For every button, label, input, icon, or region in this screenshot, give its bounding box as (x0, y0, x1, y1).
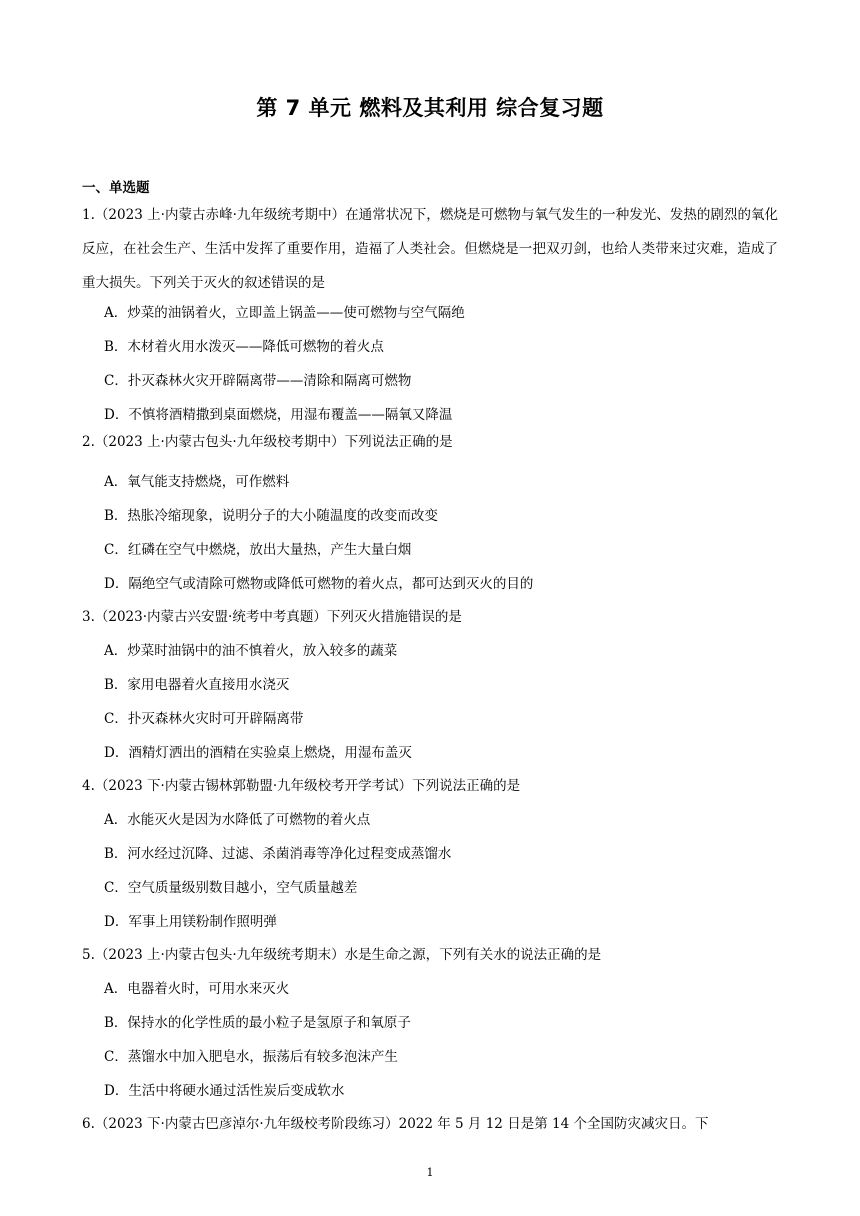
option-c: C．红磷在空气中燃烧，放出大量热，产生大量白烟 (104, 542, 412, 558)
page-number: 1 (426, 1166, 434, 1179)
question-stem: 6.（2023 下·内蒙古巴彦淖尔·九年级校考阶段练习）2022 年 5 月 12 日是第 14 个全国防灾减灾日。下 (82, 1116, 709, 1132)
question-stem: 1.（2023 上·内蒙古赤峰·九年级统考期中）在通常状况下，燃烧是可燃物与氧气发生的一种发光、发热的剧烈的氧化反应，在社会生产、生活中发挥了重要作用，造福了人类社会。但燃烧是一把双刃剑，也给人类带来过灾难，造成了重大损失。下列关于灭火的叙述错误的是 (82, 207, 778, 291)
option-d: D．酒精灯洒出的酒精在实验桌上燃烧，用湿布盖灭 (104, 745, 412, 761)
option-a: A．炒菜的油锅着火，立即盖上锅盖——使可燃物与空气隔绝 (104, 305, 465, 321)
option-c: C．扑灭森林火灾时可开辟隔离带 (104, 711, 304, 727)
option-a: A．电器着火时，可用水来灭火 (104, 981, 290, 997)
question-stem: 5.（2023 上·内蒙古包头·九年级统考期末）水是生命之源，下列有关水的说法正确的是 (82, 947, 602, 963)
option-d: D．军事上用镁粉制作照明弹 (104, 914, 277, 930)
option-d: D．隔绝空气或清除可燃物或降低可燃物的着火点，都可达到灭火的目的 (104, 576, 534, 592)
option-c: C．扑灭森林火灾开辟隔离带——清除和隔离可燃物 (104, 373, 412, 389)
option-b: B．木材着火用水泼灭——降低可燃物的着火点 (104, 339, 384, 355)
option-d: D．生活中将硬水通过活性炭后变成软水 (104, 1083, 345, 1099)
option-b: B．热胀冷缩现象，说明分子的大小随温度的改变而改变 (104, 508, 438, 524)
question-stem: 3.（2023·内蒙古兴安盟·统考中考真题）下列灭火措施错误的是 (82, 609, 462, 625)
option-b: B．保持水的化学性质的最小粒子是氢原子和氧原子 (104, 1015, 411, 1031)
option-d: D．不慎将酒精撒到桌面燃烧，用湿布覆盖——隔氧又降温 (104, 407, 453, 423)
option-b: B．家用电器着火直接用水浇灭 (104, 677, 290, 693)
question-stem: 4.（2023 下·内蒙古锡林郭勒盟·九年级校考开学考试）下列说法正确的是 (82, 778, 521, 794)
section-heading: 一、单选题 (82, 180, 150, 196)
option-a: A．水能灭火是因为水降低了可燃物的着火点 (104, 812, 371, 828)
option-b: B．河水经过沉降、过滤、杀菌消毒等净化过程变成蒸馏水 (104, 846, 452, 862)
option-c: C．空气质量级别数目越小，空气质量越差 (104, 880, 358, 896)
document-title: 第 7 单元 燃料及其利用 综合复习题 (256, 96, 604, 120)
option-a: A．炒菜时油锅中的油不慎着火，放入较多的蔬菜 (104, 643, 398, 659)
option-c: C．蒸馏水中加入肥皂水，振荡后有较多泡沫产生 (104, 1049, 398, 1065)
question-stem: 2.（2023 上·内蒙古包头·九年级校考期中）下列说法正确的是 (82, 434, 453, 450)
option-a: A．氧气能支持燃烧，可作燃料 (104, 474, 290, 490)
